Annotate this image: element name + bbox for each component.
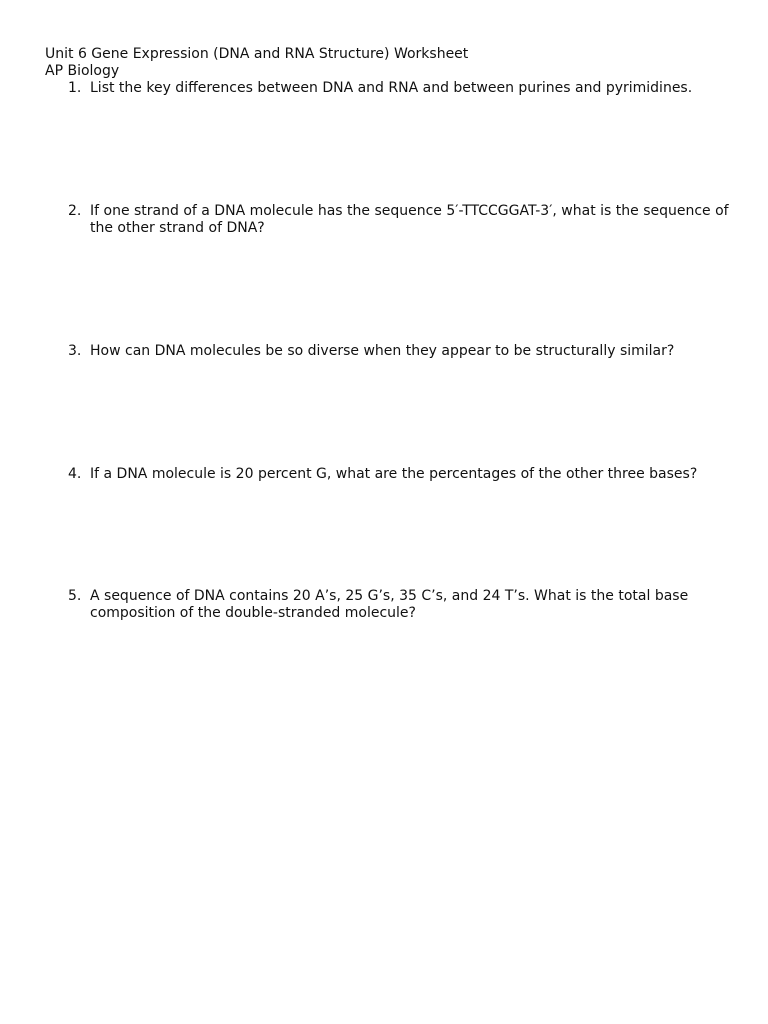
course-name: AP Biology <box>45 63 120 79</box>
question-line: A sequence of DNA contains 20 A’s, 25 G’s, 35 C’s, and 24 T’s. What is the total base <box>90 588 689 604</box>
question-text <box>90 80 730 97</box>
question-line: If one strand of a DNA molecule has the sequence 5′-TTCCGGAT-3′, what is the sequence of <box>90 203 729 219</box>
question-number: 4. <box>68 466 82 482</box>
question-text <box>90 343 730 360</box>
question-line: How can DNA molecules be so diverse when they appear to be structurally similar? <box>90 343 675 359</box>
question-line: List the key differences between DNA and RNA and between purines and pyrimidines. <box>90 80 693 96</box>
question-text <box>90 203 730 237</box>
worksheet-title: Unit 6 Gene Expression (DNA and RNA Structure) Worksheet <box>45 46 469 62</box>
question-number: 5. <box>68 588 82 604</box>
question-number: 1. <box>68 80 82 96</box>
question-line: composition of the double-stranded molecule? <box>90 605 416 621</box>
question-number: 2. <box>68 203 82 219</box>
question-text <box>90 466 730 483</box>
question-line: If a DNA molecule is 20 percent G, what are the percentages of the other three bases? <box>90 466 698 482</box>
question-number: 3. <box>68 343 82 359</box>
question-line: the other strand of DNA? <box>90 220 265 236</box>
question-text <box>90 588 730 622</box>
